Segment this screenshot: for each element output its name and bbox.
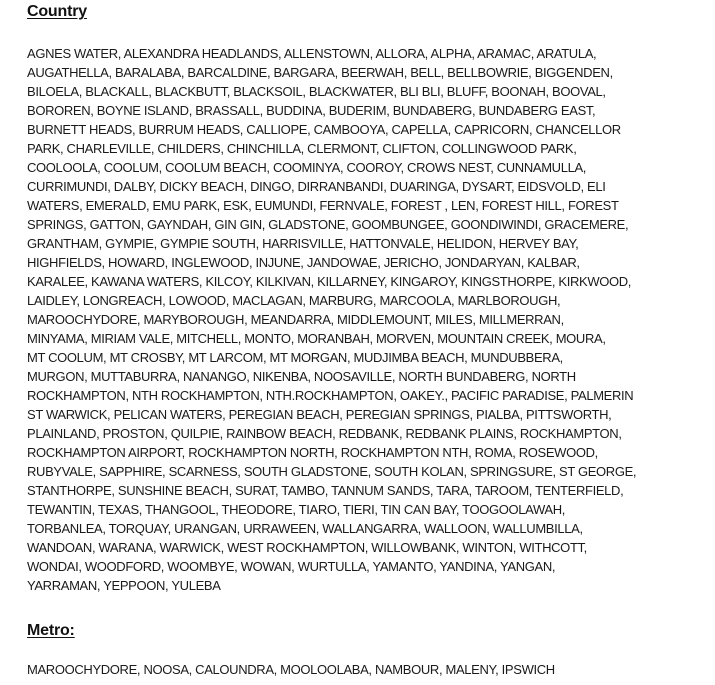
- country-location-line: WATERS, EMERALD, EMU PARK, ESK, EUMUNDI, FERNVALE, FOREST , LEN, FOREST HILL, FOREST: [27, 198, 619, 213]
- country-location-line: MINYAMA, MIRIAM VALE, MITCHELL, MONTO, MORANBAH, MORVEN, MOUNTAIN CREEK, MOURA,: [27, 331, 606, 346]
- country-location-line: WONDAI, WOODFORD, WOOMBYE, WOWAN, WURTULLA, YAMANTO, YANDINA, YANGAN,: [27, 559, 556, 574]
- country-location-line: COOLOOLA, COOLUM, COOLUM BEACH, COOMINYA, COOROY, CROWS NEST, CUNNAMULLA,: [27, 160, 587, 175]
- country-location-line: PLAINLAND, PROSTON, QUILPIE, RAINBOW BEACH, REDBANK, REDBANK PLAINS, ROCKHAMPTON,: [27, 426, 622, 441]
- country-location-line: MAROOCHYDORE, MARYBOROUGH, MEANDARRA, MIDDLEMOUNT, MILES, MILLMERRAN,: [27, 312, 564, 327]
- country-locations-list: [27, 44, 636, 595]
- country-heading: Country: [27, 3, 87, 20]
- country-location-line: CURRIMUNDI, DALBY, DICKY BEACH, DINGO, DIRRANBANDI, DUARINGA, DYSART, EIDSVOLD, ELI: [27, 179, 606, 194]
- country-location-line: AUGATHELLA, BARALABA, BARCALDINE, BARGARA, BEERWAH, BELL, BELLBOWRIE, BIGGENDEN,: [27, 65, 613, 80]
- country-location-line: TORBANLEA, TORQUAY, URANGAN, URRAWEEN, WALLANGARRA, WALLOON, WALLUMBILLA,: [27, 521, 583, 536]
- metro-locations-list: [27, 660, 555, 679]
- country-location-line: ROCKHAMPTON, NTH ROCKHAMPTON, NTH.ROCKHAMPTON, OAKEY., PACIFIC PARADISE, PALMERIN: [27, 388, 634, 403]
- country-location-line: TEWANTIN, TEXAS, THANGOOL, THEODORE, TIARO, TIERI, TIN CAN BAY, TOOGOOLAWAH,: [27, 502, 566, 517]
- country-location-line: ST WARWICK, PELICAN WATERS, PEREGIAN BEACH, PEREGIAN SPRINGS, PIALBA, PITTSWORTH,: [27, 407, 612, 422]
- country-location-line: AGNES WATER, ALEXANDRA HEADLANDS, ALLENSTOWN, ALLORA, ALPHA, ARAMAC, ARATULA,: [27, 46, 597, 61]
- country-location-line: BOROREN, BOYNE ISLAND, BRASSALL, BUDDINA, BUDERIM, BUNDABERG, BUNDABERG EAST,: [27, 103, 596, 118]
- country-location-line: PARK, CHARLEVILLE, CHILDERS, CHINCHILLA, CLERMONT, CLIFTON, COLLINGWOOD PARK,: [27, 141, 577, 156]
- country-location-line: MT COOLUM, MT CROSBY, MT LARCOM, MT MORGAN, MUDJIMBA BEACH, MUNDUBBERA,: [27, 350, 563, 365]
- country-location-line: LAIDLEY, LONGREACH, LOWOOD, MACLAGAN, MARBURG, MARCOOLA, MARLBOROUGH,: [27, 293, 561, 308]
- country-location-line: HIGHFIELDS, HOWARD, INGLEWOOD, INJUNE, JANDOWAE, JERICHO, JONDARYAN, KALBAR,: [27, 255, 580, 270]
- country-location-line: RUBYVALE, SAPPHIRE, SCARNESS, SOUTH GLADSTONE, SOUTH KOLAN, SPRINGSURE, ST GEORGE,: [27, 464, 637, 479]
- country-location-line: BURNETT HEADS, BURRUM HEADS, CALLIOPE, CAMBOOYA, CAPELLA, CAPRICORN, CHANCELLOR: [27, 122, 621, 137]
- country-location-line: YARRAMAN, YEPPOON, YULEBA: [27, 578, 221, 593]
- country-location-line: ROCKHAMPTON AIRPORT, ROCKHAMPTON NORTH, ROCKHAMPTON NTH, ROMA, ROSEWOOD,: [27, 445, 598, 460]
- country-location-line: MURGON, MUTTABURRA, NANANGO, NIKENBA, NOOSAVILLE, NORTH BUNDABERG, NORTH: [27, 369, 576, 384]
- country-location-line: STANTHORPE, SUNSHINE BEACH, SURAT, TAMBO, TANNUM SANDS, TARA, TAROOM, TENTERFIELD,: [27, 483, 624, 498]
- country-location-line: KARALEE, KAWANA WATERS, KILCOY, KILKIVAN, KILLARNEY, KINGAROY, KINGSTHORPE, KIRKWOOD,: [27, 274, 632, 289]
- metro-location-line: MAROOCHYDORE, NOOSA, CALOUNDRA, MOOLOOLABA, NAMBOUR, MALENY, IPSWICH: [27, 662, 555, 677]
- country-location-line: GRANTHAM, GYMPIE, GYMPIE SOUTH, HARRISVILLE, HATTONVALE, HELIDON, HERVEY BAY,: [27, 236, 579, 251]
- country-location-line: BILOELA, BLACKALL, BLACKBUTT, BLACKSOIL, BLACKWATER, BLI BLI, BLUFF, BOONAH, BOOVAL,: [27, 84, 606, 99]
- country-location-line: WANDOAN, WARANA, WARWICK, WEST ROCKHAMPTON, WILLOWBANK, WINTON, WITHCOTT,: [27, 540, 587, 555]
- metro-heading: Metro:: [27, 622, 75, 639]
- country-location-line: SPRINGS, GATTON, GAYNDAH, GIN GIN, GLADSTONE, GOOMBUNGEE, GOONDIWINDI, GRACEMERE,: [27, 217, 629, 232]
